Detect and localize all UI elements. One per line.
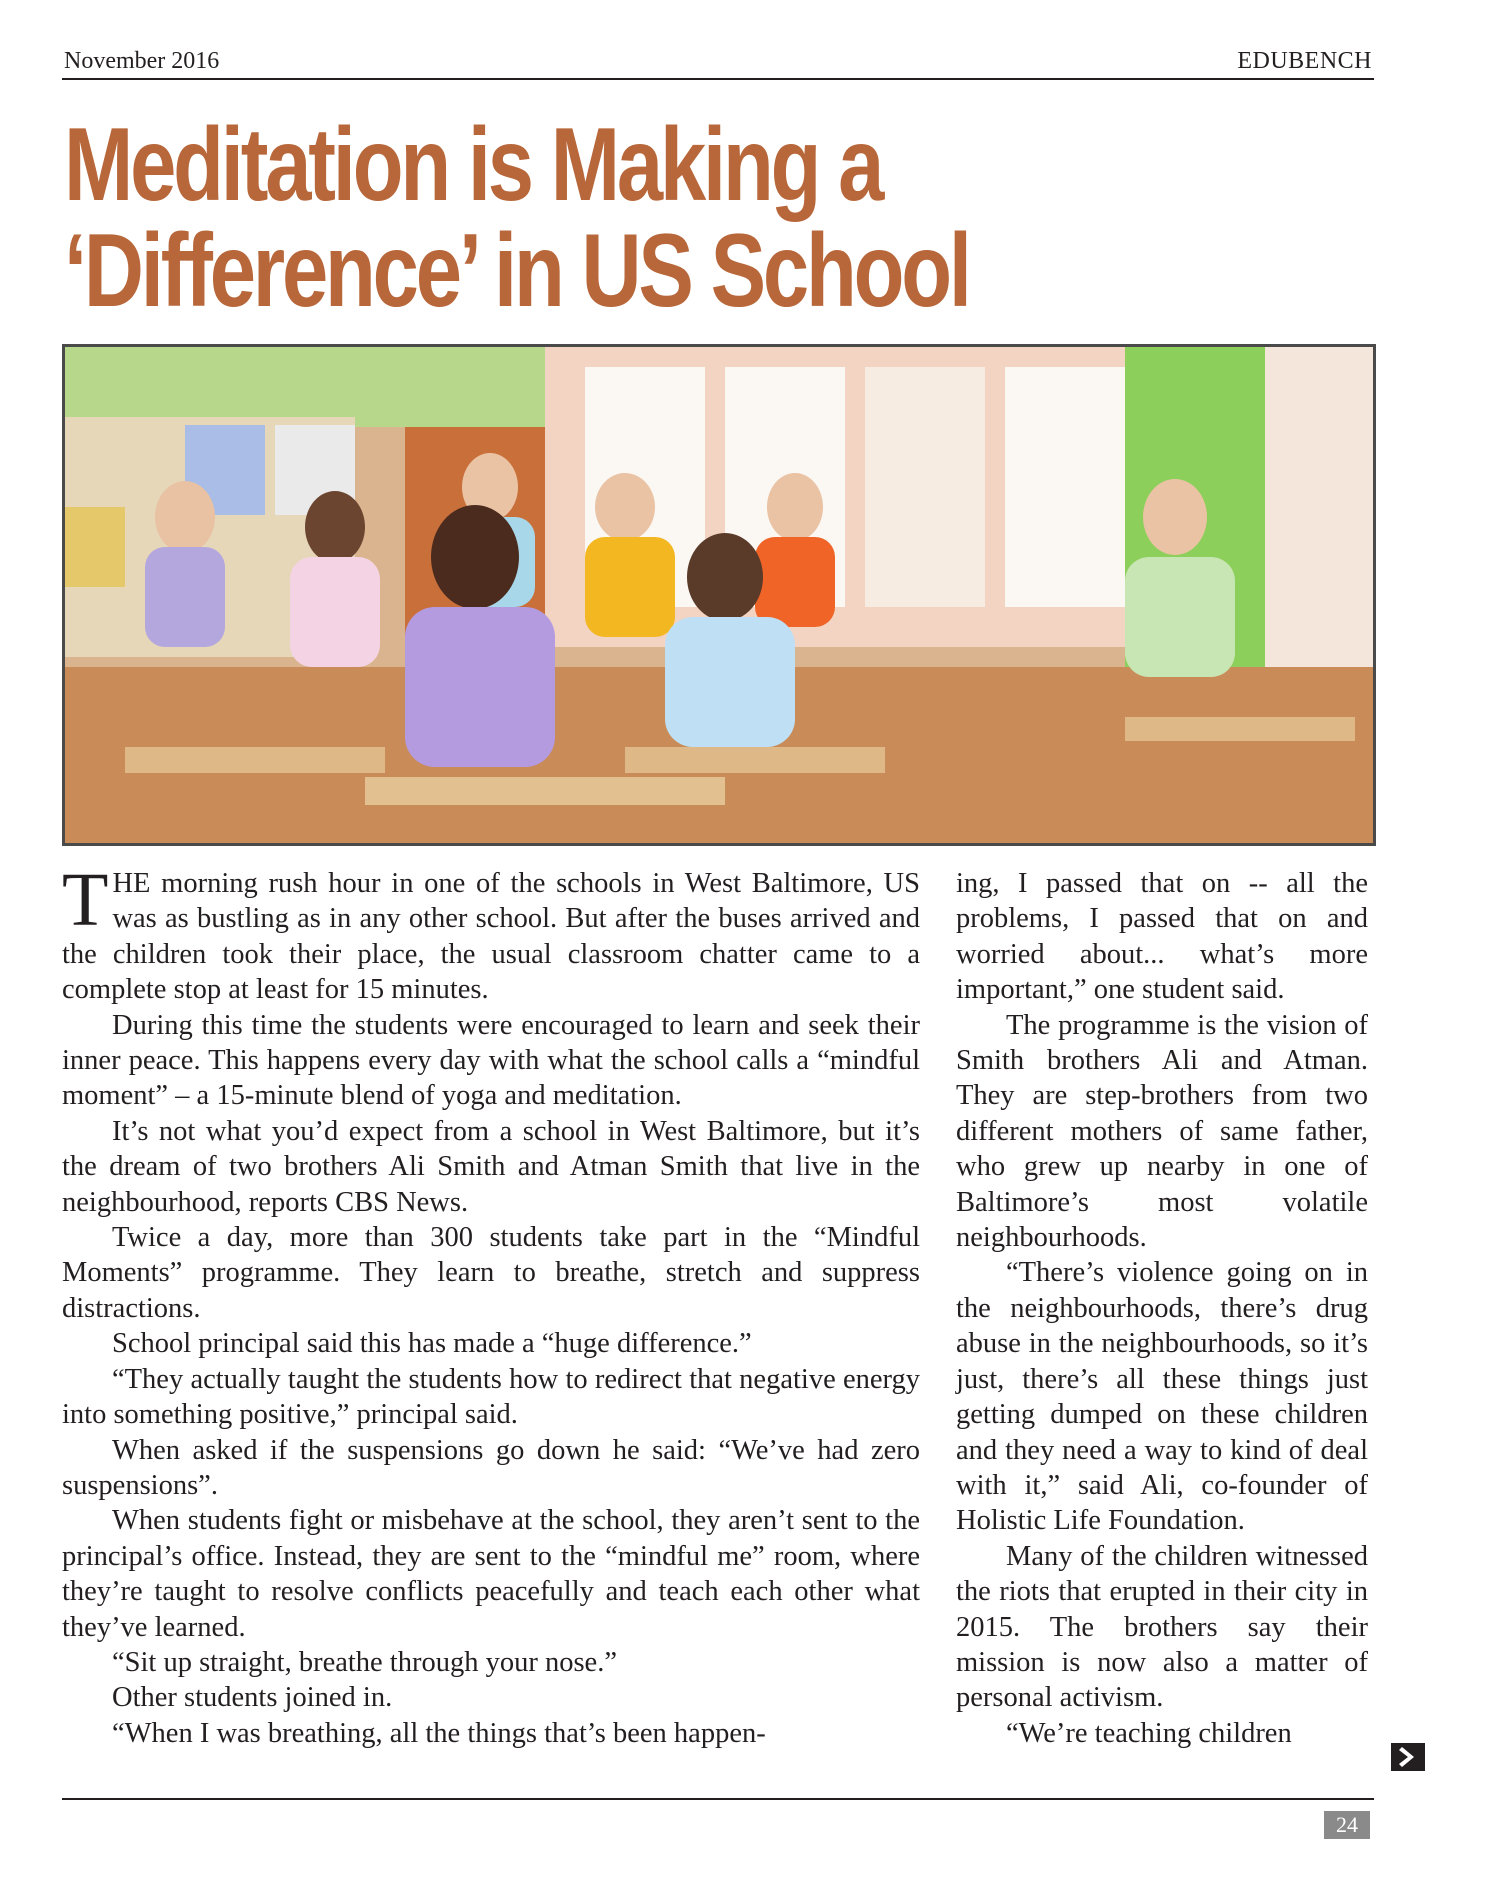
paragraph-13: The programme is the vision of Smith brothers Ali and Atman. They are step-brothers from two different mothers of same father, who grew up nearby in one of Baltimore’s most volatile neighbourhoods. <box>956 1009 1368 1254</box>
footer-rule <box>62 1798 1374 1800</box>
article-right-column <box>956 866 1368 1751</box>
paragraph-1: THE morning rush hour in one of the schools in West Baltimore, US was as bustling as in any other school. But after the buses arrived and the children took their place, the usual classroom chatter came to a complete stop at least for 15 minutes. <box>62 858 920 1006</box>
paragraph-16: “We’re teaching children <box>1006 1717 1292 1749</box>
paragraph-2: During this time the students were encouraged to learn and seek their inner peace. This happens every day with what the school calls a “mindful moment” – a 15-minute blend of yoga and meditation. <box>62 1009 920 1112</box>
paragraph-10: Other students joined in. <box>112 1682 393 1714</box>
paragraph-9: “Sit up straight, breathe through your nose.” <box>112 1646 617 1678</box>
paragraph-7: When asked if the suspensions go down he said: “We’ve had zero suspensions”. <box>62 1434 920 1501</box>
paragraph-14: “There’s violence going on in the neighbourhoods, there’s drug abuse in the neighbourhoods, so it’s just, there’s all these things just getting dumped on these children and they need a way to kind of deal with it,” said Ali, co-founder of Holistic Life Foundation. <box>956 1257 1368 1537</box>
paragraph-6: “They actually taught the students how to redirect that negative energy into something positive,” principal said. <box>62 1363 920 1431</box>
drop-cap: T <box>62 858 109 942</box>
title-line-1: Meditation is Making a <box>64 107 882 223</box>
paragraph-4: Twice a day, more than 300 students take part in the “Mindful Moments” programme. They learn to breathe, stretch and suppress distractions. <box>62 1222 920 1324</box>
title-line-2: ‘Difference’ in US School <box>64 213 969 329</box>
paragraph-5: School principal said this has made a “huge difference.” <box>112 1328 752 1360</box>
page-number-badge: 24 <box>1324 1811 1370 1839</box>
magazine-name: EDUBENCH <box>1237 48 1372 74</box>
issue-date: November 2016 <box>64 48 220 74</box>
paragraph-11: “When I was breathing, all the things that’s been happen- <box>112 1717 766 1749</box>
page-header <box>62 46 1374 80</box>
article-left-column <box>62 858 920 1751</box>
paragraph-8: When students fight or misbehave at the school, they aren’t sent to the principal’s office. Instead, they are sent to the “mindful me” room, where they’re taught to resolve conflicts peacefully and teach each other what they’ve learned. <box>62 1505 920 1643</box>
paragraph-15: Many of the children witnessed the riots that erupted in their city in 2015. The brothers say their mission is now also a matter of personal activism. <box>956 1540 1368 1714</box>
article-title <box>64 107 1104 329</box>
paragraph-3: It’s not what you’d expect from a school in West Baltimore, but it’s the dream of two brothers Ali Smith and Atman Smith that live in the neighbourhood, reports CBS News. <box>62 1115 920 1218</box>
classroom-meditation-photo <box>62 344 1376 846</box>
continue-arrow-icon[interactable] <box>1391 1743 1425 1771</box>
paragraph-12: ing, I passed that on -- all the problems, I passed that on and worried about... what’s more important,” one student said. <box>956 868 1368 1006</box>
